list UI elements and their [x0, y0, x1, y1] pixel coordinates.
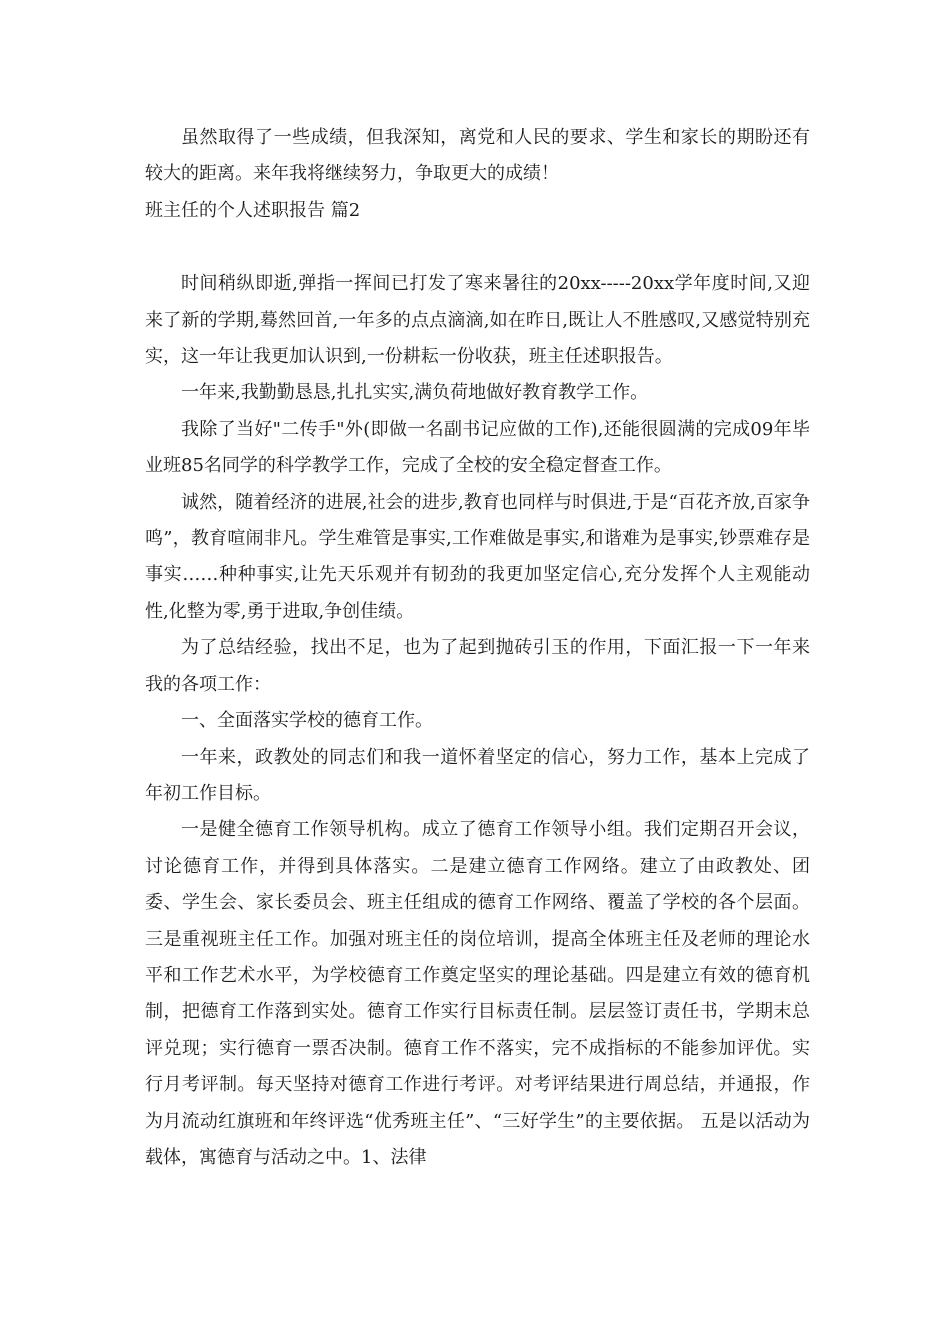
- document-page: [145, 120, 810, 1176]
- blank-line: [145, 229, 810, 266]
- paragraph-closing: 虽然取得了一些成绩，但我深知，离党和人民的要求、学生和家长的期盼还有较大的距离。来年我将继续努力，争取更大的成绩！: [145, 127, 810, 185]
- paragraph-context: 诚然，随着经济的进展,社会的进步,教育也同样与时俱进,于是“百花齐放,百家争鸣”，教育喧闹非凡。学生难管是事实,工作难做是事实,和谐难为是事实,钞票难存是事实……种种事实,让先天乐观并有韧劲的我更加坚定信心,充分发挥个人主观能动性,化整为零,勇于进取,争创佳绩。: [145, 491, 810, 622]
- subheading-moral-education: 一、全面落实学校的德育工作。: [181, 710, 433, 732]
- paragraph-goals: 一年来，政教处的同志们和我一道怀着坚定的信心，努力工作，基本上完成了年初工作目标。: [145, 746, 810, 804]
- paragraph-diligence: 一年来,我勤勤恳恳,扎扎实实,满负荷地做好教育教学工作。: [181, 382, 649, 404]
- paragraph-duties: 我除了当好"二传手"外(即做一名副书记应做的工作),还能很圆满的完成09年毕业班85名同学的科学教学工作，完成了全校的安全稳定督查工作。: [145, 418, 810, 477]
- section-heading: 班主任的个人述职报告 篇2: [145, 199, 361, 221]
- paragraph-intro: 时间稍纵即逝,弹指一挥间已打发了寒来暑往的20xx-----20xx学年度时间,又迎来了新的学期,蓦然回首,一年多的点点滴滴,如在昨日,既让人不胜感叹,又感觉特别充实，这一年让我更加认识到,一份耕耘一份收获，班主任述职报告。: [145, 273, 810, 368]
- paragraph-summary-intro: 为了总结经验，找出不足，也为了起到抛砖引玉的作用，下面汇报一下一年来我的各项工作：: [145, 637, 810, 695]
- paragraph-measures: 一是健全德育工作领导机构。成立了德育工作领导小组。我们定期召开会议，讨论德育工作，并得到具体落实。二是建立德育工作网络。建立了由政教处、团 委、学生会、家长委员会、班主任组成的德育工作网络、覆盖了学校的各个层面。三是重视班主任工作。加强对班主任的岗位培训，提高全体班主任及老师的理论水平和工作艺术水平，为学校德育工作奠定坚实的理论基础。四是建立有效的德育机制，把德育工作落到实处。德育工作实行目标责任制。层层签订责任书，学期末总评兑现；实行德育一票否决制。德育工作不落实，完不成指标的不能参加评优。实行月考评制。每天坚持对德育工作进行考评。对考评结果进行周总结，并通报，作为月流动红旗班和年终评选“优秀班主任”、“三好学生”的主要依据。 五是以活动为载体，寓德育与活动之中。1、法律: [145, 819, 810, 1168]
